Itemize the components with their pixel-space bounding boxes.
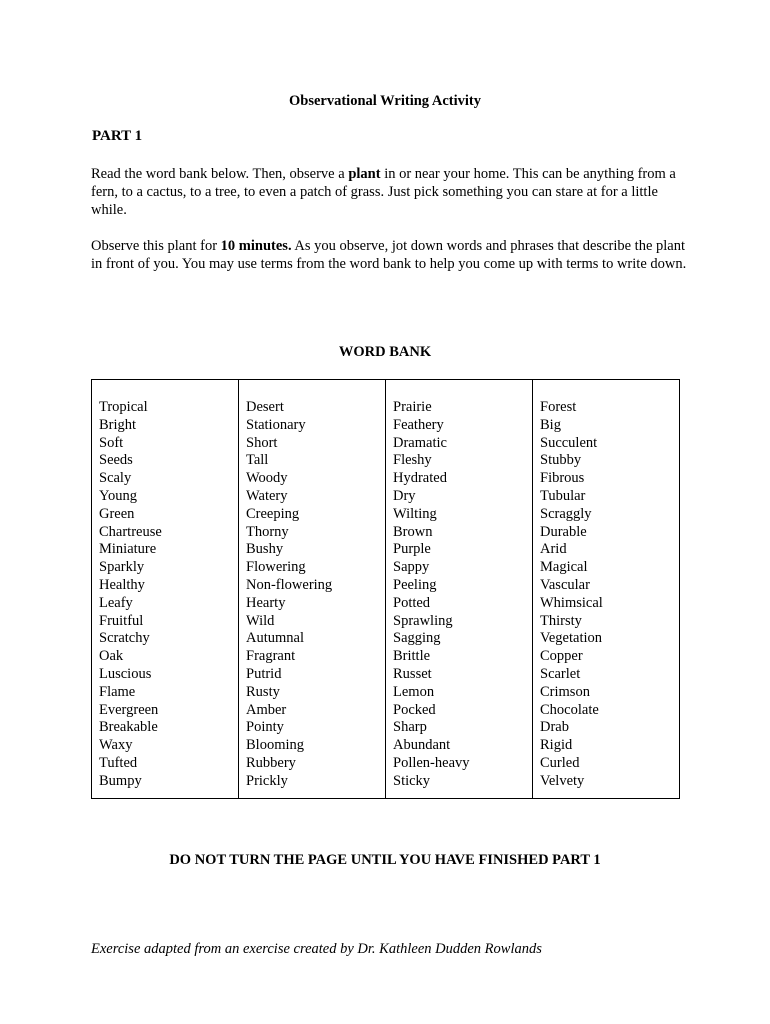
word-bank-item: Seeds xyxy=(99,452,133,469)
para2-bold: 10 minutes. xyxy=(220,238,292,254)
word-bank-column-2 xyxy=(239,380,386,798)
para1-text-start: Read the word bank below. Then, observe a xyxy=(91,166,349,182)
word-bank-item: Scratchy xyxy=(99,630,150,647)
word-bank-item: Scaly xyxy=(99,470,132,487)
word-bank-item: Purple xyxy=(393,541,431,558)
para2-text-start: Observe this plant for xyxy=(91,238,221,254)
word-bank-item: Pollen-heavy xyxy=(393,754,470,771)
word-bank-item: Arid xyxy=(540,541,567,558)
word-bank-item: Rubbery xyxy=(246,754,296,771)
word-bank-item: Lemon xyxy=(393,683,435,700)
word-bank-column-4 xyxy=(533,380,679,798)
word-bank-item: Healthy xyxy=(99,576,145,593)
para1-bold: plant xyxy=(348,166,381,182)
word-bank-item: Forest xyxy=(540,399,577,415)
word-bank-item: Hearty xyxy=(246,594,286,611)
word-bank-column-1 xyxy=(92,380,239,798)
word-bank-item: Big xyxy=(540,416,561,433)
word-bank-item: Prairie xyxy=(393,399,432,415)
word-bank-item: Fibrous xyxy=(540,470,585,487)
word-bank-item: Hydrated xyxy=(393,470,447,487)
word-bank-item: Thorny xyxy=(246,523,289,540)
para1-text-end: in or near your home. This can be anything from a fern, to a cactus, to a tree, to even a patch of grass. Just pick something you can stare at for a little while. xyxy=(91,166,676,218)
word-bank-item: Vascular xyxy=(540,576,590,593)
word-bank-item: Thirsty xyxy=(540,612,582,629)
word-bank-item: Waxy xyxy=(99,737,133,754)
word-bank-item: Tall xyxy=(246,452,269,469)
word-bank-item: Vegetation xyxy=(540,630,603,647)
word-bank-table xyxy=(91,379,680,799)
document-title: Observational Writing Activity xyxy=(289,93,481,109)
word-bank-item: Young xyxy=(99,487,138,504)
word-bank-item: Rigid xyxy=(540,737,573,754)
word-bank-item: Flame xyxy=(99,683,136,700)
word-bank-item: Creeping xyxy=(246,505,300,522)
word-bank-item: Copper xyxy=(540,648,583,665)
word-bank-item: Fleshy xyxy=(393,452,432,469)
word-bank-item: Tufted xyxy=(99,754,138,771)
word-bank-item: Putrid xyxy=(246,665,282,682)
word-bank-item: Oak xyxy=(99,648,124,665)
word-bank-item: Sparkly xyxy=(99,559,145,576)
word-bank-item: Green xyxy=(99,505,135,522)
word-bank-item: Drab xyxy=(540,719,569,736)
word-bank-item: Non-flowering xyxy=(246,576,333,593)
word-bank-item: Short xyxy=(246,434,278,451)
word-bank-item: Crimson xyxy=(540,683,590,700)
word-bank-item: Wild xyxy=(246,612,275,629)
word-bank-item: Bushy xyxy=(246,541,284,558)
word-bank-item: Miniature xyxy=(99,541,157,558)
word-bank-item: Wilting xyxy=(393,505,437,522)
word-bank-item: Scarlet xyxy=(540,665,581,682)
para2-text-end: As you observe, jot down words and phrases that describe the plant in front of you. You may use terms from the word bank to help you come up with terms to write down. xyxy=(91,238,687,272)
word-bank-item: Rusty xyxy=(246,683,280,700)
word-bank-item: Abundant xyxy=(393,737,451,754)
word-bank-item: Prickly xyxy=(246,772,288,789)
word-bank-item: Pocked xyxy=(393,701,436,718)
word-bank-item: Bumpy xyxy=(99,772,142,789)
instructions-paragraph-1 xyxy=(91,165,691,219)
word-bank-item: Pointy xyxy=(246,719,284,736)
word-bank-item: Woody xyxy=(246,470,288,487)
word-bank-item: Magical xyxy=(540,559,588,576)
word-bank-item: Sagging xyxy=(393,630,441,647)
word-bank-item: Amber xyxy=(246,701,287,718)
word-bank-item: Feathery xyxy=(393,416,444,433)
word-bank-item: Soft xyxy=(99,434,124,451)
word-bank-column-3 xyxy=(386,380,533,798)
word-bank-item: Fruitful xyxy=(99,612,144,629)
word-bank-item: Succulent xyxy=(540,434,598,451)
word-bank-item: Scraggly xyxy=(540,505,592,522)
word-bank-item: Blooming xyxy=(246,737,305,754)
word-bank-item: Tropical xyxy=(99,399,148,415)
word-bank-item: Desert xyxy=(246,399,284,415)
word-bank-item: Sprawling xyxy=(393,612,453,629)
word-bank-item: Watery xyxy=(246,487,288,504)
word-bank-item: Flowering xyxy=(246,559,306,576)
word-bank-item: Russet xyxy=(393,665,432,682)
word-bank-item: Stationary xyxy=(246,416,306,433)
word-bank-item: Sticky xyxy=(393,772,431,789)
word-bank-item: Durable xyxy=(540,523,587,540)
word-bank-item: Breakable xyxy=(99,719,158,736)
word-bank-item: Chocolate xyxy=(540,701,599,718)
word-bank-item: Tubular xyxy=(540,487,586,504)
word-bank-item: Whimsical xyxy=(540,594,603,611)
word-bank-item: Brown xyxy=(393,523,433,540)
word-bank-item: Evergreen xyxy=(99,701,159,718)
word-bank-item: Fragrant xyxy=(246,648,296,665)
word-bank-item: Peeling xyxy=(393,576,437,593)
part-label: PART 1 xyxy=(92,128,143,144)
word-bank-item: Autumnal xyxy=(246,630,304,647)
word-bank-item: Velvety xyxy=(540,772,585,789)
credit-line: Exercise adapted from an exercise created by Dr. Kathleen Dudden Rowlands xyxy=(91,941,542,957)
word-bank-item: Dramatic xyxy=(393,434,447,451)
word-bank-item: Brittle xyxy=(393,648,431,665)
word-bank-item: Bright xyxy=(99,416,137,433)
word-bank-item: Stubby xyxy=(540,452,582,469)
word-bank-item: Sharp xyxy=(393,719,427,736)
word-bank-item: Potted xyxy=(393,594,431,611)
word-bank-item: Dry xyxy=(393,487,416,504)
instructions-paragraph-2 xyxy=(91,237,691,273)
word-bank-item: Chartreuse xyxy=(99,523,162,540)
word-bank-item: Luscious xyxy=(99,665,152,682)
word-bank-item: Curled xyxy=(540,754,580,771)
finish-notice: DO NOT TURN THE PAGE UNTIL YOU HAVE FINISHED PART 1 xyxy=(169,852,601,868)
word-bank-item: Sappy xyxy=(393,559,430,576)
word-bank-item: Leafy xyxy=(99,594,133,611)
word-bank-heading: WORD BANK xyxy=(338,344,432,360)
